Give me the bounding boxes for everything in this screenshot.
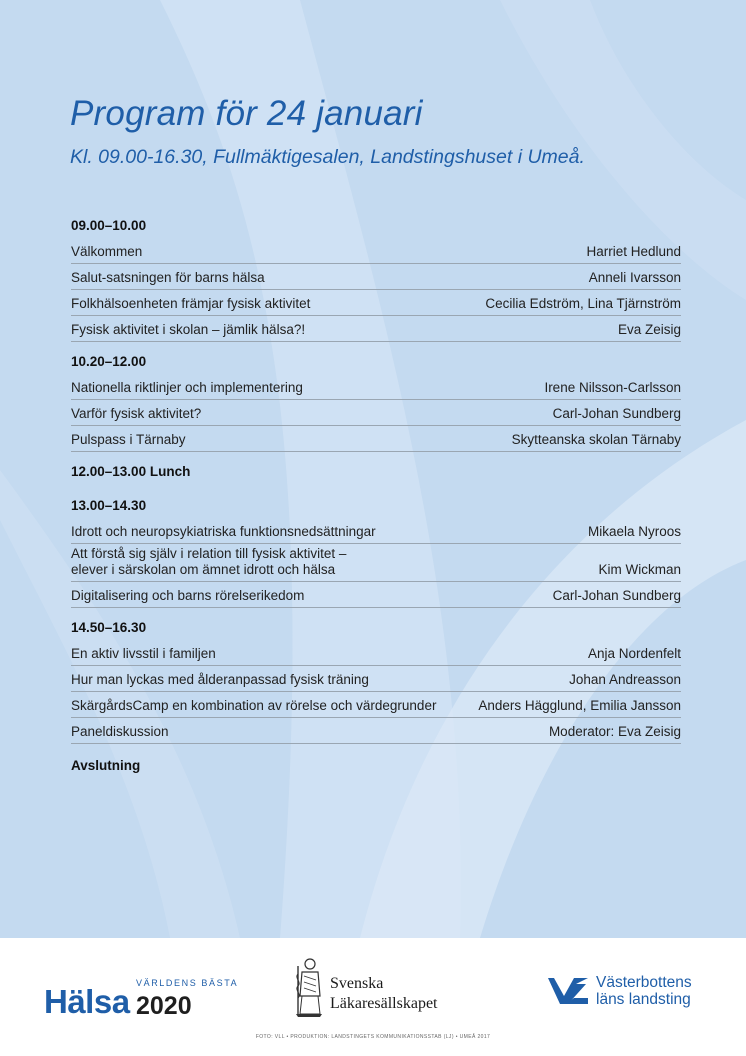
- session-speaker: Irene Nilsson-Carlsson: [544, 380, 681, 395]
- session-speaker: Johan Andreasson: [569, 672, 681, 687]
- logo-year: 2020: [136, 992, 192, 1020]
- session-title: SkärgårdsCamp en kombination av rörelse och värdegrunder: [71, 698, 437, 713]
- section-time: 10.20–12.00: [71, 354, 147, 369]
- vll-mark-icon: [546, 976, 590, 1006]
- session-title: Varför fysisk aktivitet?: [71, 406, 202, 421]
- asclepius-figure-icon: [292, 956, 326, 1018]
- program-row: [71, 238, 681, 264]
- closing-label: Avslutning: [71, 758, 141, 773]
- program-row: [71, 400, 681, 426]
- session-title: Pulspass i Tärnaby: [71, 432, 186, 447]
- session-speaker: Anneli Ivarsson: [588, 270, 681, 285]
- logo-word: Hälsa: [44, 983, 130, 1020]
- section-time: 09.00–10.00: [71, 218, 147, 233]
- program-row: [71, 374, 681, 400]
- lunch-break: 12.00–13.00 Lunch: [71, 464, 191, 479]
- program-row: [71, 518, 681, 544]
- session-speaker: Carl-Johan Sundberg: [552, 588, 681, 603]
- program-section: [71, 214, 681, 342]
- session-title: Salut-satsningen för barns hälsa: [71, 270, 265, 285]
- program-row: [71, 582, 681, 608]
- vasterbottens-lans-landsting-logo: [546, 972, 716, 1018]
- session-speaker: Anja Nordenfelt: [587, 646, 681, 661]
- program-section: [71, 350, 681, 452]
- session-title: Hur man lyckas med ålderanpassad fysisk träning: [71, 672, 369, 687]
- program-section: [71, 494, 681, 608]
- session-title: Välkommen: [71, 244, 143, 259]
- session-title: Att förstå sig själv i relation till fysisk aktivitet – elever i särskolan om ämnet idrott och hälsa: [71, 546, 347, 577]
- session-speaker: Harriet Hedlund: [586, 244, 681, 259]
- footer: [0, 938, 746, 1056]
- section-time: 13.00–14.30: [71, 498, 147, 513]
- session-title: Folkhälsoenheten främjar fysisk aktivitet: [71, 296, 311, 311]
- halsa-2020-logo: [44, 968, 239, 1020]
- program-row: [71, 640, 681, 666]
- session-speaker: Moderator: Eva Zeisig: [548, 724, 681, 739]
- session-title: Nationella riktlinjer och implementering: [71, 380, 303, 395]
- logo-tagline: VÄRLDENS BÄSTA: [136, 978, 239, 988]
- logo-name: Västerbottens läns landsting: [596, 974, 692, 1008]
- session-speaker: Cecilia Edström, Lina Tjärnström: [485, 296, 681, 311]
- session-title: Fysisk aktivitet i skolan – jämlik hälsa?!: [71, 322, 306, 337]
- session-speaker: Eva Zeisig: [617, 322, 681, 337]
- session-speaker: Anders Hägglund, Emilia Jansson: [478, 698, 681, 713]
- program-schedule: [71, 214, 681, 773]
- page-subtitle: Kl. 09.00-16.30, Fullmäktigesalen, Landstingshuset i Umeå.: [70, 146, 585, 168]
- session-speaker: Mikaela Nyroos: [587, 524, 681, 539]
- program-section: [71, 616, 681, 744]
- program-row: [71, 666, 681, 692]
- session-title: Digitalisering och barns rörelserikedom: [71, 588, 305, 603]
- program-row: [71, 692, 681, 718]
- session-title: Paneldiskussion: [71, 724, 169, 739]
- program-row: [71, 316, 681, 342]
- session-title: En aktiv livsstil i familjen: [71, 646, 216, 661]
- program-row: [71, 426, 681, 452]
- program-row: [71, 544, 681, 582]
- section-time: 14.50–16.30: [71, 620, 147, 635]
- svenska-lakaresallskapet-logo: [292, 952, 462, 1022]
- program-row: [71, 718, 681, 744]
- production-credits: FOTO: VLL • PRODUKTION: LANDSTINGETS KOMMUNIKATIONSSTAB (LJ) • UMEÅ 2017: [255, 1034, 491, 1040]
- session-title: Idrott och neuropsykiatriska funktionsnedsättningar: [71, 524, 376, 539]
- session-speaker: Kim Wickman: [598, 562, 681, 577]
- session-speaker: Carl-Johan Sundberg: [552, 406, 681, 421]
- program-row: [71, 290, 681, 316]
- program-row: [71, 264, 681, 290]
- logo-name: Svenska Läkaresällskapet: [330, 975, 438, 1012]
- session-speaker: Skytteanska skolan Tärnaby: [511, 432, 681, 447]
- page-title: Program för 24 januari: [70, 94, 423, 133]
